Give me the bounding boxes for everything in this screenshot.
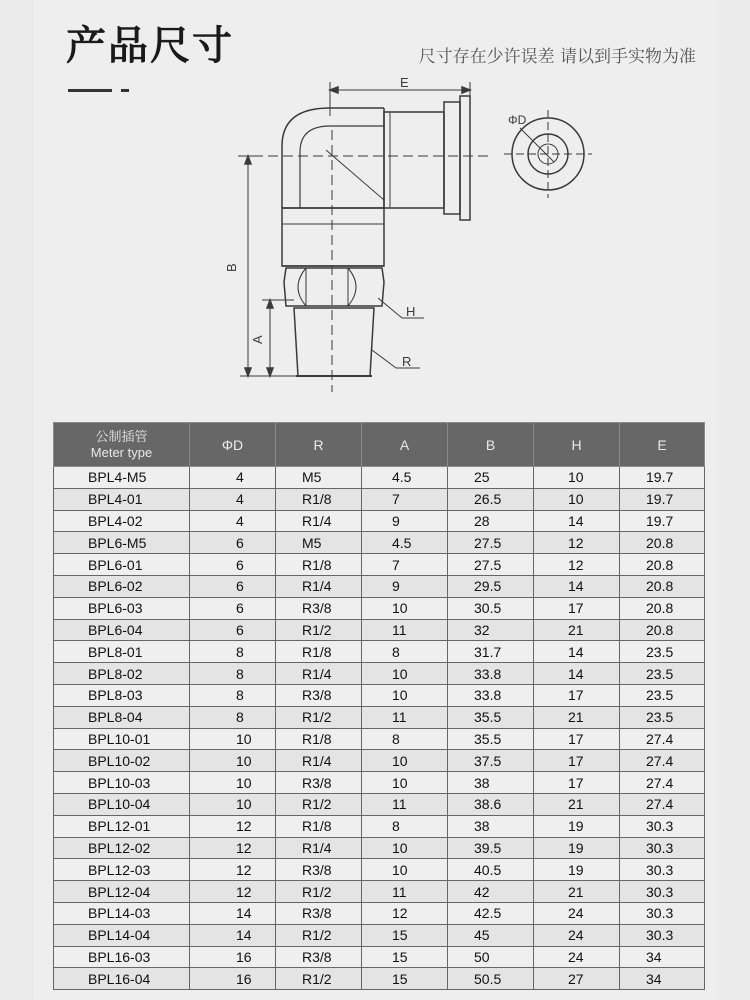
cell-phi-d: 6 xyxy=(190,619,276,641)
cell-b: 42.5 xyxy=(448,902,534,924)
label-a: A xyxy=(250,335,265,344)
cell-h: 21 xyxy=(534,793,620,815)
cell-r: R1/8 xyxy=(276,641,362,663)
cell-h: 14 xyxy=(534,510,620,532)
cell-e: 20.8 xyxy=(620,619,705,641)
cell-a: 12 xyxy=(362,902,448,924)
cell-e: 27.4 xyxy=(620,728,705,750)
table-row xyxy=(54,554,705,576)
cell-r: R3/8 xyxy=(276,684,362,706)
cell-h: 17 xyxy=(534,772,620,794)
cell-a: 10 xyxy=(362,837,448,859)
cell-a: 11 xyxy=(362,706,448,728)
cell-model: BPL8-02 xyxy=(54,663,190,685)
cell-phi-d: 6 xyxy=(190,532,276,554)
cell-model: BPL6-03 xyxy=(54,597,190,619)
cell-model: BPL6-04 xyxy=(54,619,190,641)
cell-r: R1/2 xyxy=(276,968,362,990)
table-row xyxy=(54,837,705,859)
cell-b: 42 xyxy=(448,881,534,903)
cell-model: BPL12-01 xyxy=(54,815,190,837)
cell-e: 23.5 xyxy=(620,641,705,663)
cell-h: 14 xyxy=(534,641,620,663)
cell-phi-d: 10 xyxy=(190,728,276,750)
cell-r: R3/8 xyxy=(276,902,362,924)
table-row xyxy=(54,532,705,554)
cell-e: 19.7 xyxy=(620,488,705,510)
cell-phi-d: 14 xyxy=(190,902,276,924)
table-row xyxy=(54,881,705,903)
cell-h: 19 xyxy=(534,859,620,881)
cell-model: BPL8-03 xyxy=(54,684,190,706)
table-row xyxy=(54,750,705,772)
cell-phi-d: 12 xyxy=(190,859,276,881)
cell-b: 38 xyxy=(448,772,534,794)
cell-h: 21 xyxy=(534,619,620,641)
cell-e: 30.3 xyxy=(620,902,705,924)
cell-h: 14 xyxy=(534,575,620,597)
table-header-row xyxy=(54,423,705,467)
table-row xyxy=(54,706,705,728)
cell-phi-d: 8 xyxy=(190,684,276,706)
cell-model: BPL12-02 xyxy=(54,837,190,859)
cell-e: 30.3 xyxy=(620,881,705,903)
cell-h: 14 xyxy=(534,663,620,685)
table-row xyxy=(54,968,705,990)
cell-b: 26.5 xyxy=(448,488,534,510)
cell-h: 27 xyxy=(534,968,620,990)
cell-e: 20.8 xyxy=(620,597,705,619)
cell-r: R3/8 xyxy=(276,597,362,619)
cell-model: BPL14-03 xyxy=(54,902,190,924)
cell-a: 11 xyxy=(362,793,448,815)
cell-e: 20.8 xyxy=(620,554,705,576)
cell-b: 32 xyxy=(448,619,534,641)
cell-b: 37.5 xyxy=(448,750,534,772)
cell-a: 10 xyxy=(362,772,448,794)
label-h: H xyxy=(406,304,416,319)
table-row xyxy=(54,902,705,924)
cell-phi-d: 6 xyxy=(190,575,276,597)
cell-a: 11 xyxy=(362,619,448,641)
cell-r: R1/4 xyxy=(276,663,362,685)
cell-a: 7 xyxy=(362,488,448,510)
cell-h: 12 xyxy=(534,532,620,554)
cell-phi-d: 10 xyxy=(190,750,276,772)
cell-e: 27.4 xyxy=(620,772,705,794)
cell-b: 40.5 xyxy=(448,859,534,881)
cell-r: R3/8 xyxy=(276,946,362,968)
cell-phi-d: 8 xyxy=(190,641,276,663)
cell-r: R1/2 xyxy=(276,793,362,815)
cell-model: BPL16-04 xyxy=(54,968,190,990)
cell-r: R1/4 xyxy=(276,837,362,859)
cell-b: 38 xyxy=(448,815,534,837)
page-title: 产品尺寸 xyxy=(66,23,234,69)
header-a: A xyxy=(362,423,448,467)
cell-h: 12 xyxy=(534,554,620,576)
cell-b: 39.5 xyxy=(448,837,534,859)
cell-phi-d: 12 xyxy=(190,837,276,859)
header-model-en: Meter type xyxy=(90,444,153,460)
cell-b: 29.5 xyxy=(448,575,534,597)
cell-model: BPL12-03 xyxy=(54,859,190,881)
cell-e: 27.4 xyxy=(620,750,705,772)
cell-h: 10 xyxy=(534,488,620,510)
cell-a: 11 xyxy=(362,881,448,903)
cell-h: 24 xyxy=(534,946,620,968)
table-row xyxy=(54,728,705,750)
label-r: R xyxy=(402,354,412,369)
cell-h: 17 xyxy=(534,728,620,750)
cell-phi-d: 6 xyxy=(190,554,276,576)
cell-model: BPL12-04 xyxy=(54,881,190,903)
cell-model: BPL4-M5 xyxy=(54,467,190,489)
table-row xyxy=(54,663,705,685)
cell-h: 24 xyxy=(534,902,620,924)
cell-model: BPL10-02 xyxy=(54,750,190,772)
cell-b: 50 xyxy=(448,946,534,968)
cell-r: R1/8 xyxy=(276,488,362,510)
cell-b: 28 xyxy=(448,510,534,532)
cell-a: 10 xyxy=(362,597,448,619)
cell-r: R1/2 xyxy=(276,881,362,903)
cell-phi-d: 12 xyxy=(190,815,276,837)
cell-a: 10 xyxy=(362,684,448,706)
cell-a: 8 xyxy=(362,728,448,750)
cell-h: 17 xyxy=(534,684,620,706)
cell-model: BPL6-02 xyxy=(54,575,190,597)
cell-e: 19.7 xyxy=(620,510,705,532)
cell-h: 24 xyxy=(534,924,620,946)
table-row xyxy=(54,946,705,968)
header-phi-d: ΦD xyxy=(190,423,276,467)
cell-a: 4.5 xyxy=(362,467,448,489)
table-row xyxy=(54,467,705,489)
cell-h: 19 xyxy=(534,837,620,859)
cell-r: R1/2 xyxy=(276,706,362,728)
header-r: R xyxy=(276,423,362,467)
cell-r: R1/8 xyxy=(276,728,362,750)
cell-model: BPL8-01 xyxy=(54,641,190,663)
header-h: H xyxy=(534,423,620,467)
cell-a: 15 xyxy=(362,924,448,946)
cell-h: 19 xyxy=(534,815,620,837)
cell-a: 9 xyxy=(362,575,448,597)
cell-h: 21 xyxy=(534,706,620,728)
cell-b: 30.5 xyxy=(448,597,534,619)
cell-phi-d: 6 xyxy=(190,597,276,619)
cell-e: 20.8 xyxy=(620,532,705,554)
cell-r: R3/8 xyxy=(276,772,362,794)
cell-a: 8 xyxy=(362,641,448,663)
cell-model: BPL10-04 xyxy=(54,793,190,815)
cell-a: 15 xyxy=(362,946,448,968)
cell-h: 17 xyxy=(534,597,620,619)
cell-r: M5 xyxy=(276,467,362,489)
header-model xyxy=(54,423,190,467)
header-e: E xyxy=(620,423,705,467)
cell-b: 27.5 xyxy=(448,554,534,576)
table-row xyxy=(54,684,705,706)
header-model-cn: 公制插管 xyxy=(95,428,148,444)
cell-e: 30.3 xyxy=(620,859,705,881)
cell-phi-d: 4 xyxy=(190,510,276,532)
cell-model: BPL8-04 xyxy=(54,706,190,728)
cell-a: 10 xyxy=(362,859,448,881)
label-b: B xyxy=(224,263,239,272)
cell-r: R1/8 xyxy=(276,815,362,837)
cell-h: 21 xyxy=(534,881,620,903)
cell-r: R3/8 xyxy=(276,859,362,881)
cell-e: 20.8 xyxy=(620,575,705,597)
cell-phi-d: 16 xyxy=(190,968,276,990)
cell-e: 23.5 xyxy=(620,663,705,685)
tolerance-note: 尺寸存在少许误差 请以到手实物为准 xyxy=(418,47,696,67)
cell-a: 7 xyxy=(362,554,448,576)
cell-model: BPL4-01 xyxy=(54,488,190,510)
table-row xyxy=(54,793,705,815)
table-row xyxy=(54,619,705,641)
cell-b: 25 xyxy=(448,467,534,489)
cell-model: BPL16-03 xyxy=(54,946,190,968)
cell-h: 10 xyxy=(534,467,620,489)
table-row xyxy=(54,924,705,946)
header-b: B xyxy=(448,423,534,467)
label-e: E xyxy=(400,75,409,90)
cell-r: R1/4 xyxy=(276,750,362,772)
cell-b: 35.5 xyxy=(448,728,534,750)
cell-phi-d: 10 xyxy=(190,793,276,815)
cell-b: 31.7 xyxy=(448,641,534,663)
table-row xyxy=(54,859,705,881)
cell-phi-d: 4 xyxy=(190,467,276,489)
cell-e: 34 xyxy=(620,946,705,968)
cell-a: 10 xyxy=(362,750,448,772)
cell-a: 15 xyxy=(362,968,448,990)
cell-a: 10 xyxy=(362,663,448,685)
table-row xyxy=(54,510,705,532)
cell-r: R1/4 xyxy=(276,575,362,597)
label-phi-d: ΦD xyxy=(508,113,527,127)
cell-e: 23.5 xyxy=(620,684,705,706)
cell-e: 30.3 xyxy=(620,924,705,946)
cell-model: BPL6-01 xyxy=(54,554,190,576)
cell-phi-d: 16 xyxy=(190,946,276,968)
cell-phi-d: 8 xyxy=(190,663,276,685)
cell-e: 23.5 xyxy=(620,706,705,728)
cell-e: 30.3 xyxy=(620,837,705,859)
cell-h: 17 xyxy=(534,750,620,772)
cell-model: BPL10-01 xyxy=(54,728,190,750)
cell-r: R1/8 xyxy=(276,554,362,576)
cell-model: BPL6-M5 xyxy=(54,532,190,554)
spec-table xyxy=(53,422,705,990)
cell-e: 27.4 xyxy=(620,793,705,815)
cell-phi-d: 10 xyxy=(190,772,276,794)
cell-e: 19.7 xyxy=(620,467,705,489)
cell-phi-d: 14 xyxy=(190,924,276,946)
cell-a: 8 xyxy=(362,815,448,837)
cell-b: 35.5 xyxy=(448,706,534,728)
table-row xyxy=(54,815,705,837)
cell-e: 30.3 xyxy=(620,815,705,837)
technical-drawing xyxy=(0,0,750,420)
cell-r: M5 xyxy=(276,532,362,554)
cell-a: 4.5 xyxy=(362,532,448,554)
cell-model: BPL10-03 xyxy=(54,772,190,794)
table-row xyxy=(54,575,705,597)
cell-b: 45 xyxy=(448,924,534,946)
cell-b: 33.8 xyxy=(448,684,534,706)
table-row xyxy=(54,488,705,510)
table-row xyxy=(54,772,705,794)
cell-phi-d: 12 xyxy=(190,881,276,903)
cell-b: 27.5 xyxy=(448,532,534,554)
table-row xyxy=(54,597,705,619)
cell-r: R1/2 xyxy=(276,619,362,641)
cell-model: BPL14-04 xyxy=(54,924,190,946)
cell-r: R1/2 xyxy=(276,924,362,946)
cell-b: 38.6 xyxy=(448,793,534,815)
cell-phi-d: 8 xyxy=(190,706,276,728)
cell-a: 9 xyxy=(362,510,448,532)
cell-e: 34 xyxy=(620,968,705,990)
spec-table-body xyxy=(54,467,705,990)
cell-phi-d: 4 xyxy=(190,488,276,510)
cell-b: 50.5 xyxy=(448,968,534,990)
table-row xyxy=(54,641,705,663)
cell-b: 33.8 xyxy=(448,663,534,685)
cell-r: R1/4 xyxy=(276,510,362,532)
cell-model: BPL4-02 xyxy=(54,510,190,532)
